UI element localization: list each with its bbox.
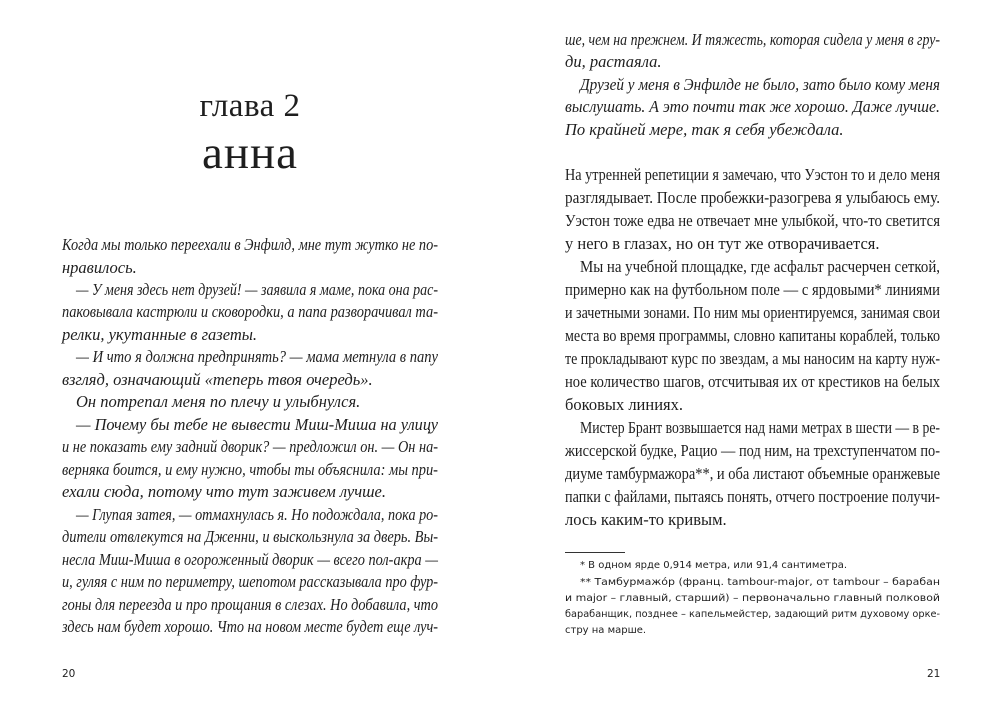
text-line: По крайней мере, так я себя убеждала. — [565, 120, 844, 139]
text-line: те прокладывают курс по звездам, а мы наносим на карту нуж- — [565, 349, 940, 368]
page-number: 20 — [62, 668, 76, 680]
text-line: примерно как на футбольном поле — с ярдовыми* линиями — [565, 280, 940, 299]
chapter-label: глава 2 — [199, 88, 301, 124]
text-line: разглядывает. После пробежки-разогрева я улыбаюсь ему. — [565, 188, 940, 207]
footnote-divider — [565, 552, 625, 553]
text-line: нравилось. — [62, 258, 137, 277]
text-line: и зачетными зонами. По ним мы ориентируемся, занимая свои — [565, 303, 940, 322]
text-line: боковых линиях. — [565, 395, 684, 414]
text-line: ное количество шагов, отсчитывая их от крестиков на белых — [565, 372, 940, 391]
footnote-line: стру на марше. — [565, 625, 647, 636]
text-line: Когда мы только переехали в Энфилд, мне тут жутко не по- — [62, 235, 438, 254]
page-number: 21 — [927, 668, 941, 680]
footnote-line: * В одном ярде 0,914 метра, или 91,4 сантиметра. — [580, 560, 848, 571]
text-line: папки с файлами, пытаясь понять, отчего построение получи- — [565, 487, 940, 506]
text-line: взгляд, означающий «теперь твоя очередь». — [62, 370, 373, 389]
text-line: — У меня здесь нет друзей! — заявила я маме, пока она рас- — [76, 280, 438, 299]
text-line: Мистер Брант возвышается над нами метрах в шести — в ре- — [580, 418, 940, 437]
text-line: гоны для переезда и про прощания в слезах. Но добавила, что — [62, 595, 438, 614]
text-line: Мы на учебной площадке, где асфальт расчерчен сеткой, — [580, 257, 940, 276]
text-line: и, гуляя с ним по периметру, шепотом рассказывала про фур- — [62, 572, 438, 591]
text-line: здесь нам будет хорошо. Что на новом месте будет еще луч- — [62, 617, 438, 636]
text-line: Уэстон тоже едва не отвечает мне улыбкой, что-то светится — [565, 211, 940, 230]
text-line: места во время программы, словно капитаны кораблей, только — [565, 326, 940, 345]
footnote-line: и major – главный, старший) – первоначально главный полковой — [565, 593, 940, 604]
text-line: Друзей у меня в Энфилде не было, зато было кому меня — [580, 75, 940, 94]
text-line: ди, растаяла. — [565, 52, 662, 71]
footnote-line: барабанщик, позднее – капельмейстер, задающий ритм духовому орке- — [565, 609, 940, 620]
text-line: лось каким-то кривым. — [565, 510, 727, 529]
text-line: — Почему бы тебе не вывести Миш-Миша на улицу — [76, 415, 438, 434]
text-line: у него в глазах, но он тут же отворачивается. — [565, 234, 880, 253]
text-line: дители отвлекутся на Дженни, и выскользнула за дверь. Вы- — [62, 527, 438, 546]
text-line: и не показать ему задний дворик? — предложил он. — Он на- — [62, 437, 438, 456]
text-line: — И что я должна предпринять? — мама метнула в папу — [76, 347, 438, 366]
text-line: ше, чем на прежнем. И тяжесть, которая сидела у меня в гру- — [565, 30, 940, 49]
text-line: выслушать. А это почти так же хорошо. Даже лучше. — [565, 97, 940, 116]
text-line: Он потрепал меня по плечу и улыбнулся. — [76, 392, 361, 411]
text-line: жиссерской будке, Рацио — под ним, на трехступенчатом по- — [565, 441, 940, 460]
text-line: — Глупая затея, — отмахнулась я. Но подождала, пока ро- — [76, 505, 438, 524]
text-line: несла Миш-Миша в огороженный дворик — всего пол-акра — — [62, 550, 438, 569]
text-line: паковывала кастрюли и сковородки, а папа разворачивал та- — [62, 302, 438, 321]
text-line: На утренней репетиции я замечаю, что Уэстон то и дело меня — [565, 165, 940, 184]
footnote-line: ** Тамбурмажóр (франц. tambour-major, от tambour – барабан — [580, 577, 940, 588]
text-line: ехали сюда, потому что тут заживем лучше. — [62, 482, 386, 501]
text-line: релки, укутанные в газеты. — [62, 325, 258, 344]
chapter-title: анна — [201, 127, 299, 179]
text-line: диуме тамбурмажора**, и оба листают объемные оранжевые — [565, 464, 940, 483]
text-line: верняка боится, и ему нужно, чтобы ты объяснила: мы при- — [62, 460, 438, 479]
